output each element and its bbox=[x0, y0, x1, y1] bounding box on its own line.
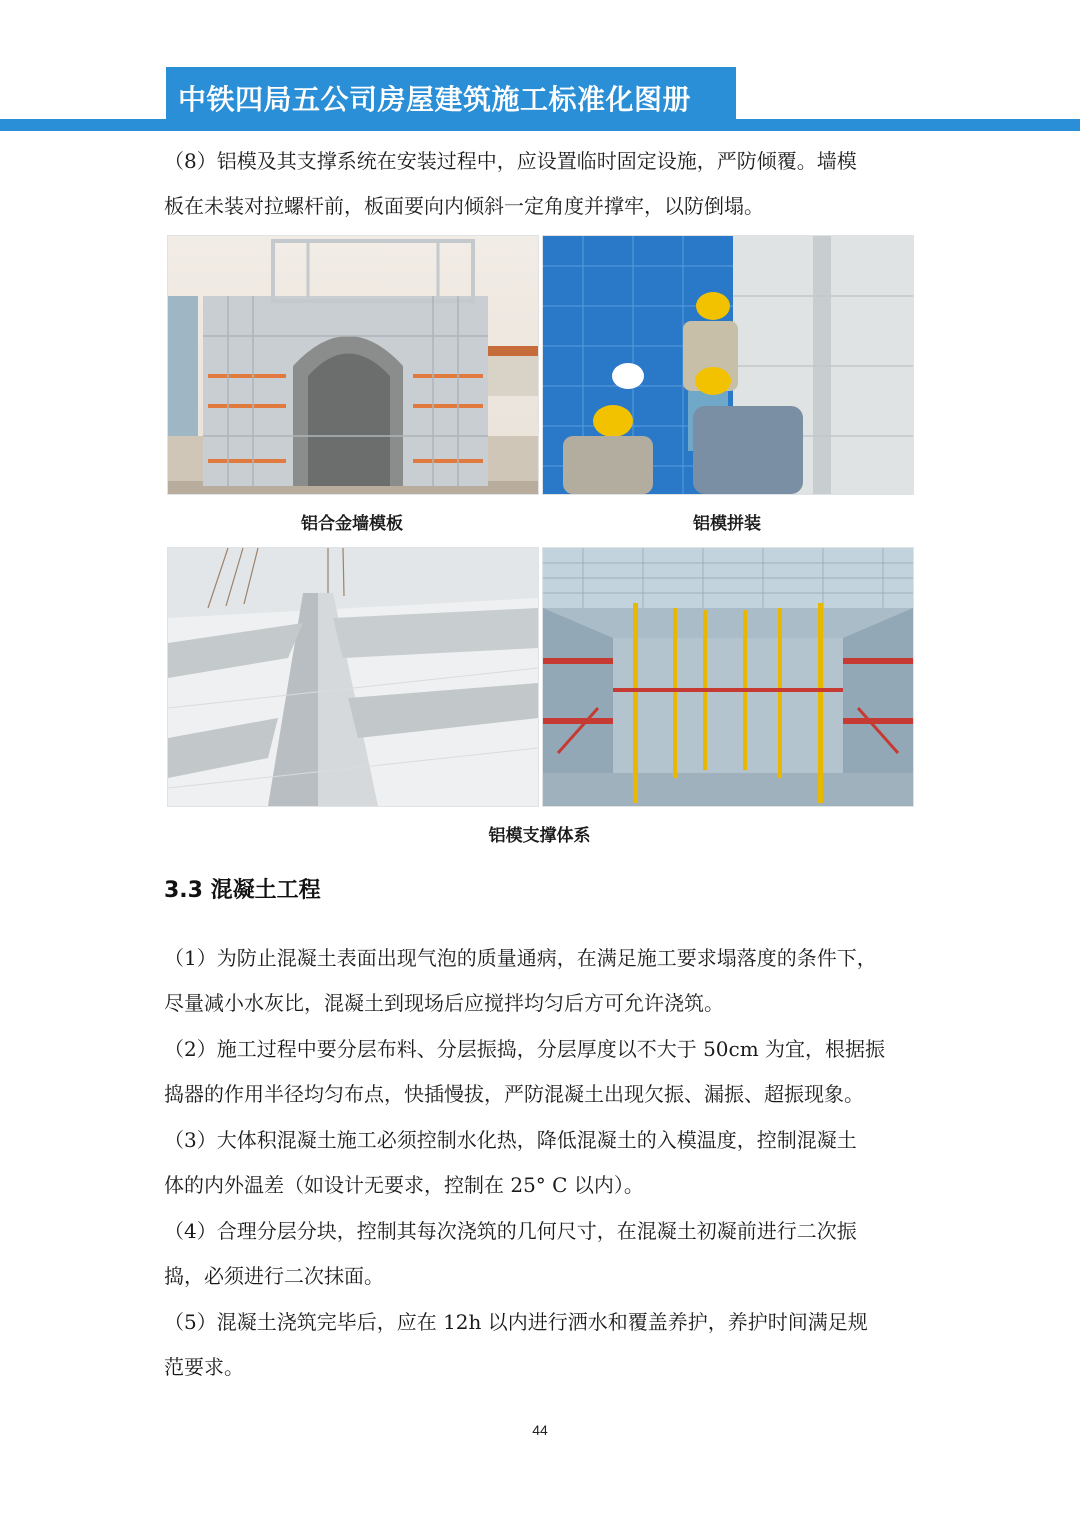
photo-formwork-deck bbox=[167, 547, 539, 807]
caption-wall-formwork: 铝合金墙模板 bbox=[301, 514, 403, 534]
photo-support-system-render bbox=[542, 547, 914, 807]
para-line: （4）合理分层分块，控制其每次浇筑的几何尺寸，在混凝土初凝前进行二次振 bbox=[164, 1219, 857, 1243]
page-number: 44 bbox=[532, 1422, 548, 1438]
caption-support-system: 铝模支撑体系 bbox=[488, 826, 591, 846]
para-line: （1）为防止混凝土表面出现气泡的质量通病，在满足施工要求塌落度的条件下， bbox=[164, 946, 877, 970]
intro-line-1: （8）铝模及其支撑系统在安装过程中，应设置临时固定设施，严防倾覆。墙模 bbox=[164, 149, 857, 173]
para-line: （2）施工过程中要分层布料、分层振捣，分层厚度以不大于 50cm 为宜，根据振 bbox=[164, 1037, 886, 1061]
photo-formwork-assembly bbox=[542, 235, 914, 495]
caption-formwork-assembly: 铝模拼装 bbox=[693, 514, 761, 534]
para-line: （3）大体积混凝土施工必须控制水化热，降低混凝土的入模温度，控制混凝土 bbox=[164, 1128, 857, 1152]
para-line: 捣，必须进行二次抹面。 bbox=[164, 1264, 384, 1288]
para-line: （5）混凝土浇筑完毕后，应在 12h 以内进行洒水和覆盖养护，养护时间满足规 bbox=[164, 1310, 868, 1334]
section-heading: 3.3 混凝土工程 bbox=[164, 878, 321, 903]
photo-aluminum-wall-formwork bbox=[167, 235, 539, 495]
intro-line-2: 板在未装对拉螺杆前，板面要向内倾斜一定角度并撑牢，以防倒塌。 bbox=[164, 194, 764, 218]
para-line: 范要求。 bbox=[164, 1355, 244, 1379]
page-header-title: 中铁四局五公司房屋建筑施工标准化图册 bbox=[178, 83, 692, 116]
para-line: 捣器的作用半径均匀布点，快插慢拔，严防混凝土出现欠振、漏振、超振现象。 bbox=[164, 1082, 864, 1106]
para-line: 尽量减小水灰比，混凝土到现场后应搅拌均匀后方可允许浇筑。 bbox=[164, 991, 724, 1015]
para-line: 体的内外温差（如设计无要求，控制在 25° C 以内）。 bbox=[164, 1173, 644, 1197]
